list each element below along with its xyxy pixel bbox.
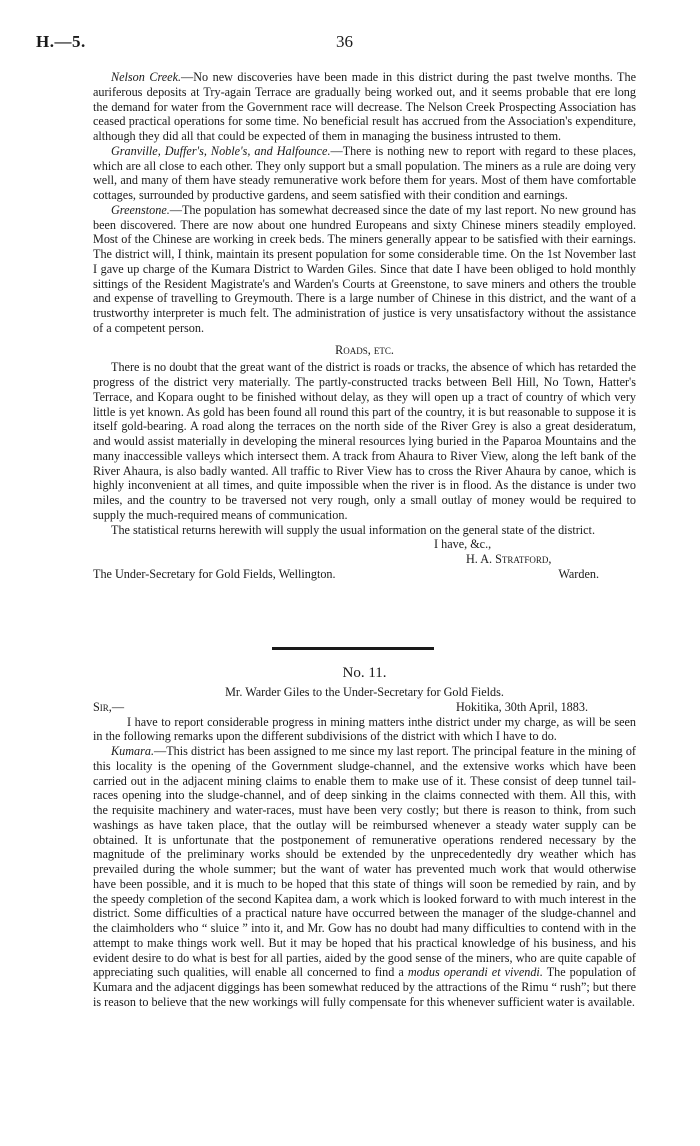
kumara-body-2: The population of Kumara and the adjacent diggings has been somewhat reduced by the attractions of the Rimu “ rush”; but there is reason to believe that the new workings will fully compensate for this whenever sufficient water is available. bbox=[93, 965, 637, 1009]
paragraph-kumara bbox=[93, 744, 636, 1010]
paragraph-nelson-creek bbox=[93, 70, 636, 144]
paragraph-greenstone bbox=[93, 203, 636, 336]
letter-heading: Mr. Warder Giles to the Under-Secretary for Gold Fields. bbox=[225, 684, 504, 699]
kumara-body-1: —This district has been assigned to me since my last report. The principal feature in the mining of this locality is the opening of the Government sludge-channel, and the extensive works which have been carried out in the adjacent mining claims to enable them to make use of it. These consist of deep tunnel tail-races opening into the sludge-channel, and of deep sinking in the claims connected with them. All this, with the requisite machinery and water-races, must have been very costly; but there is reason to think, from such washings as have taken place, that the outlay will be reimbursed whenever a steady water supply can be obtained. It is unfortunate that the postponement of remunerative operations rendered necessary by the magnitude of the preliminary works should be extended by the unprecedentedly dry weather which has prevailed during the whole summer; but the want of water has prevented much work that would otherwise have been possible, and it is much to be hoped that this state of things will soon be remedied by rain, and by the speedy completion of the second Kapitea dam, a work which is looked forward to with much interest in the district. Some difficulties of a practical nature have occurred between the manager of the sludge-channel and the claimholders who “ sluice ” into it, and Mr. Gow has no doubt had many difficulties to contend with in the attempt to make things work well. But it may be hoped that his practical knowledge of his business, and his evident desire to do what is best for all parties, aided by the good sense of the miners, who are quite capable of appreciating such qualities, will enable all concerned to find a bbox=[93, 744, 636, 980]
signature-block bbox=[93, 537, 636, 585]
closing-formula: I have, &c., bbox=[434, 537, 492, 552]
section-divider bbox=[272, 647, 434, 650]
paragraph-granville bbox=[93, 144, 636, 203]
section-title-nelson-creek: Nelson Creek. bbox=[111, 70, 182, 84]
nelson-creek-body: —No new discoveries have been made in this district during the past twelve months. The auriferous deposits at Try-again Terrace are gradually being worked out, and it seems probable that ere long the demand for water from the Government race will decrease. The Nelson Creek Prospecting Association has ceased practical operations for some time. No beneficial result has accrued from the Association's expenditure, although they did all that could be expected of them in managing the business intrusted to them. bbox=[93, 70, 636, 143]
salutation-line bbox=[93, 700, 636, 715]
page-number: 36 bbox=[336, 32, 353, 51]
paragraph-roads: There is no doubt that the great want of the district is roads or tracks, the absence of which has retarded the progress of the district very materially. The partly-constructed tracks between Bell Hill, No Town, Hatter's Terrace, and Kopara ought to be finished without delay, as they will open up a tract of country of which very little is yet known. As gold has been found all round this part of the country, it is but reasonable to suppose it is itself gold-bearing. A road along the terraces on the north side of the River Grey is also a great desideratum, and would assist materially in developing the mineral resources lying buried in the Paparoa Mountains and the many inaccessible valleys which intersect them. A track from Ahaura to River View, along the left bank of the River Ahaura, is also badly wanted. All traffic to River View has to cross the River Ahaura by canoe, which is highly inconvenient at all times, and quite impossible when the river is in flood. As the distance is under two miles, and the country to be traversed not very rough, only a small outlay of money would be required to supply the much-required means of communication. bbox=[93, 360, 636, 522]
paragraph-intro: I have to report considerable progress in mining matters inthe district under my charge, as will be seen in the following remarks upon the different subdivisions of the district with which I have to do. bbox=[93, 714, 636, 744]
document-reference: H.—5. bbox=[36, 32, 86, 51]
greenstone-body: —The population has somewhat decreased since the date of my last report. No new ground has been discovered. There are now about one hundred Europeans and sixty Chinese miners steadily employed. Most of the Chinese are working in creek beds. The miners generally appear to be satisfied with their earnings. The district will, I think, maintain its present population for some considerable time. On the 1st November last I gave up charge of the Kumara District to Warden Giles. Since that date I have been obliged to hold monthly sittings of the Resident Magistrate's and Warden's Courts at Greenstone, to save miners and others the trouble and expense of travelling to Greymouth. There is a large number of Chinese in this district, and the want of a trustworthy interpreter is much felt. The administration of justice is very unsatisfactory without the assistance of a competent person. bbox=[93, 202, 636, 335]
section-title-kumara: Kumara. bbox=[111, 744, 155, 758]
paragraph-statistical: The statistical returns herewith will supply the usual information on the general state of the district. bbox=[111, 522, 595, 537]
addressee: The Under-Secretary for Gold Fields, Wellington. bbox=[93, 567, 336, 582]
kumara-latin-phrase: modus operandi et vivendi. bbox=[407, 965, 543, 980]
signatory-title: Warden. bbox=[558, 567, 599, 582]
roads-heading: Roads, etc. bbox=[335, 342, 394, 357]
salutation: Sir,— bbox=[93, 699, 125, 714]
report-stratford bbox=[93, 70, 636, 585]
granville-body: —There is nothing new to report with regard to these places, which are all close to each other. They only support but a small population. The miners as a rule are doing very well, and many of them have steady remunerative work before them for years. Most of them have comfortable cottages, surrounded by productive gardens, and seem satisfied with their condition and earnings. bbox=[93, 143, 637, 202]
section-title-granville: Granville, Duffer's, Noble's, and Halfounce. bbox=[111, 143, 331, 158]
signature: H. A. Stratford, bbox=[466, 552, 552, 567]
document-number: No. 11. bbox=[342, 665, 387, 681]
place-date: Hokitika, 30th April, 1883. bbox=[455, 699, 588, 714]
section-title-greenstone: Greenstone. bbox=[111, 202, 170, 217]
report-giles bbox=[93, 666, 636, 1010]
